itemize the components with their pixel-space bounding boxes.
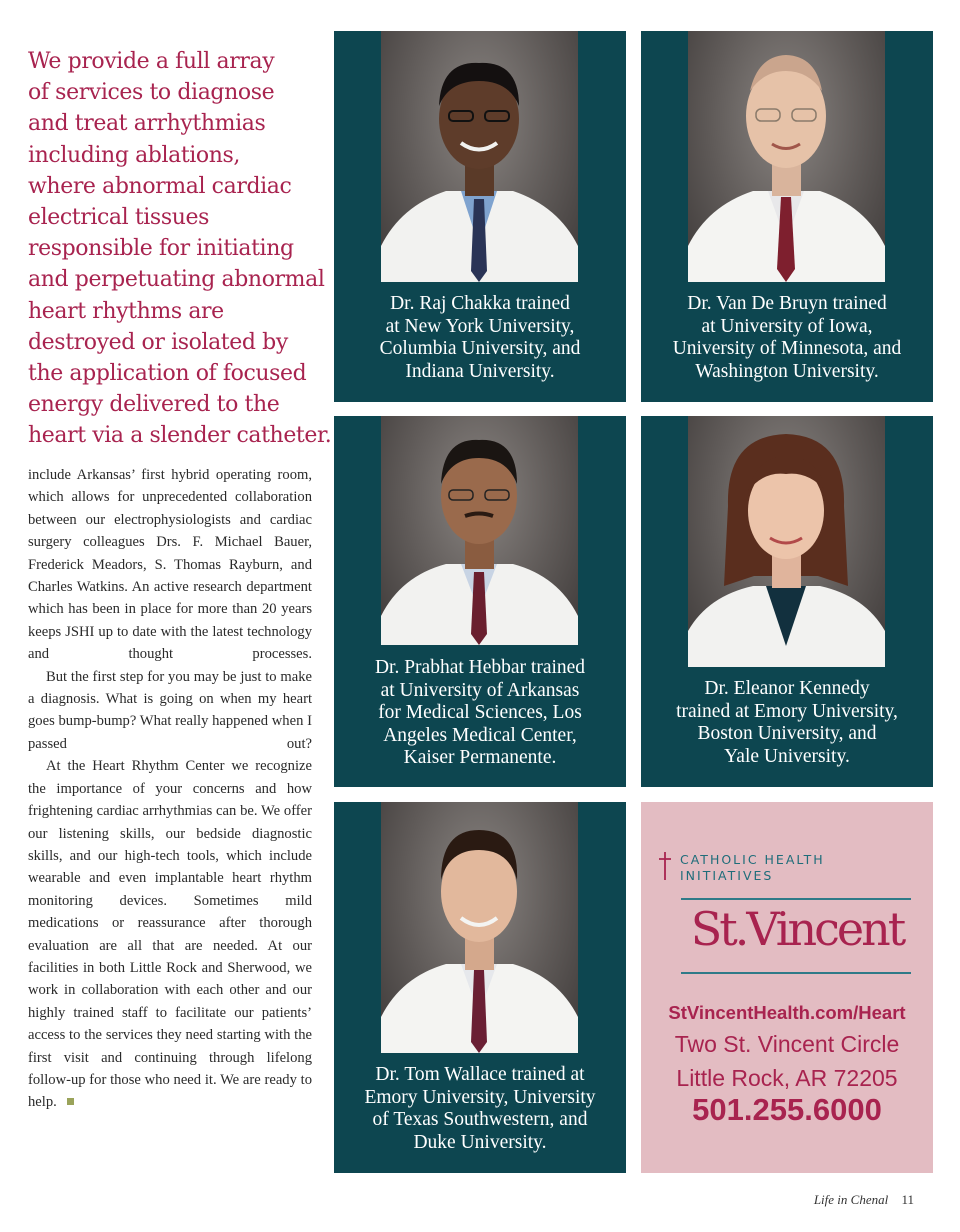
address-line-1: Two St. Vincent Circle [674,1031,900,1057]
pull-quote-line: of services to diagnose [28,80,275,106]
pull-quote-line: responsible for initiating [28,236,294,262]
doctor-card-wallace [334,802,626,1173]
caption-line: Washington University. [695,360,879,382]
pull-quote-line: energy delivered to the [28,392,280,418]
publication-name: Life in Chenal [813,1192,889,1207]
caption-line: of Texas Southwestern, and [372,1109,588,1130]
pull-quote-line: and perpetuating abnormal [28,267,325,293]
divider [681,898,911,900]
caption-line: Angeles Medical Center, [383,724,577,746]
body-paragraph-final [28,755,312,1114]
caption-line: Boston University, and [697,723,877,744]
pull-quote [28,46,332,452]
doctor-caption [342,293,618,383]
portrait-image [381,802,578,1053]
caption-line: at New York University, [385,315,575,337]
website-url[interactable]: StVincentHealth.com/Heart [668,1002,906,1023]
doctor-photo [381,802,578,1053]
pull-quote-line: electrical tissues [28,205,209,231]
page-footer [814,1192,914,1208]
caption-line: at University of Iowa, [701,315,873,337]
caption-line: Emory University, University [364,1086,596,1108]
phone-number[interactable]: 501.255.6000 [692,1092,882,1127]
caption-line: Dr. Raj Chakka trained [390,293,570,314]
caption-line: Kaiser Permanente. [403,747,557,768]
caption-line: trained at Emory University, [676,700,898,722]
chi-line: CATHOLIC HEALTH [680,852,825,867]
pull-quote-line: the application of focused [28,361,307,387]
chi-logo-text [680,852,825,884]
caption-line: Dr. Van De Bruyn trained [687,293,887,314]
pull-quote-line: and treat arrhythmias [28,111,266,137]
caption-line: Dr. Prabhat Hebbar trained [374,657,586,678]
doctor-caption [342,1064,618,1154]
doctor-caption [649,293,925,383]
caption-line: Dr. Eleanor Kennedy [704,678,870,699]
pull-quote-line: where abnormal cardiac [28,173,292,199]
doctor-card-hebbar [334,416,626,787]
caption-line: Duke University. [413,1131,547,1153]
portrait-image [381,416,578,645]
caption-line: Dr. Tom Wallace trained at [375,1064,585,1085]
caption-line: for Medical Sciences, Los [378,702,582,723]
doctor-photo [688,416,885,667]
body-paragraph-text: At the Heart Rhythm Center we recognize the importance of your concerns and how frightening cardiac arrhythmias can be. We offer our listening skills, our bedside diagnostic skills, and our high-tech tools, which include wearable and even implantable heart rhythm monitoring devices. Sometimes mild medications or reassurance after thorough evaluation are all that are needed. At our facilities in both Little Rock and Sherwood, we work in collaboration with each other and our highly trained staff to facilitate our patients’ access to the services they need starting with the first visit and continuing through lifelong follow-up for those who need it. We are ready to help. [28,758,312,1111]
pull-quote-line: destroyed or isolated by [28,329,288,355]
body-paragraph: But the first step for you may be just to make a diagnosis. What is going on when my heart goes bump-bump? What really happened when I passed out? [28,668,312,752]
portrait-image [381,31,578,282]
pull-quote-line: including ablations, [28,142,241,168]
doctor-card-chakka [334,31,626,402]
address-line-2: Little Rock, AR 72205 [676,1065,898,1091]
divider [681,972,911,974]
caption-line: Indiana University. [405,360,555,382]
caption-line: Columbia University, and [379,338,581,359]
chi-line: INITIATIVES [680,868,774,883]
doctor-caption [342,657,618,770]
end-mark-icon [67,1098,74,1105]
doctor-caption [649,678,925,768]
caption-line: University of Minnesota, and [672,338,902,359]
st-vincent-logo: St.Vincent [690,902,904,956]
portrait-image [688,416,885,667]
doctor-card-kennedy [641,416,933,787]
body-paragraph: include Arkansas’ first hybrid operating room, which allows for unprecedented collaboration between our electrophysiologists and cardiac surgery colleagues Drs. F. Michael Bauer, Frederick Meadors, S. Thomas Rayburn, and Charles Watkins. An active research department which has been in place for more than 20 years keeps JSHI up to date with the latest technology and thought processes. [28,467,312,663]
doctor-card-van-de-bruyn [641,31,933,402]
pull-quote-line: heart via a slender catheter. [28,423,332,449]
caption-line: at University of Arkansas [380,679,580,701]
doctor-photo [381,416,578,645]
article-body [28,464,312,1114]
caption-line: Yale University. [724,745,850,767]
cross-icon [659,852,671,880]
pull-quote-line: We provide a full array [28,49,275,74]
doctor-photo [688,31,885,282]
pull-quote-line: heart rhythms are [28,298,224,324]
page-number: 11 [901,1192,914,1207]
portrait-image [688,31,885,282]
doctor-photo [381,31,578,282]
sponsor-card [641,802,933,1173]
